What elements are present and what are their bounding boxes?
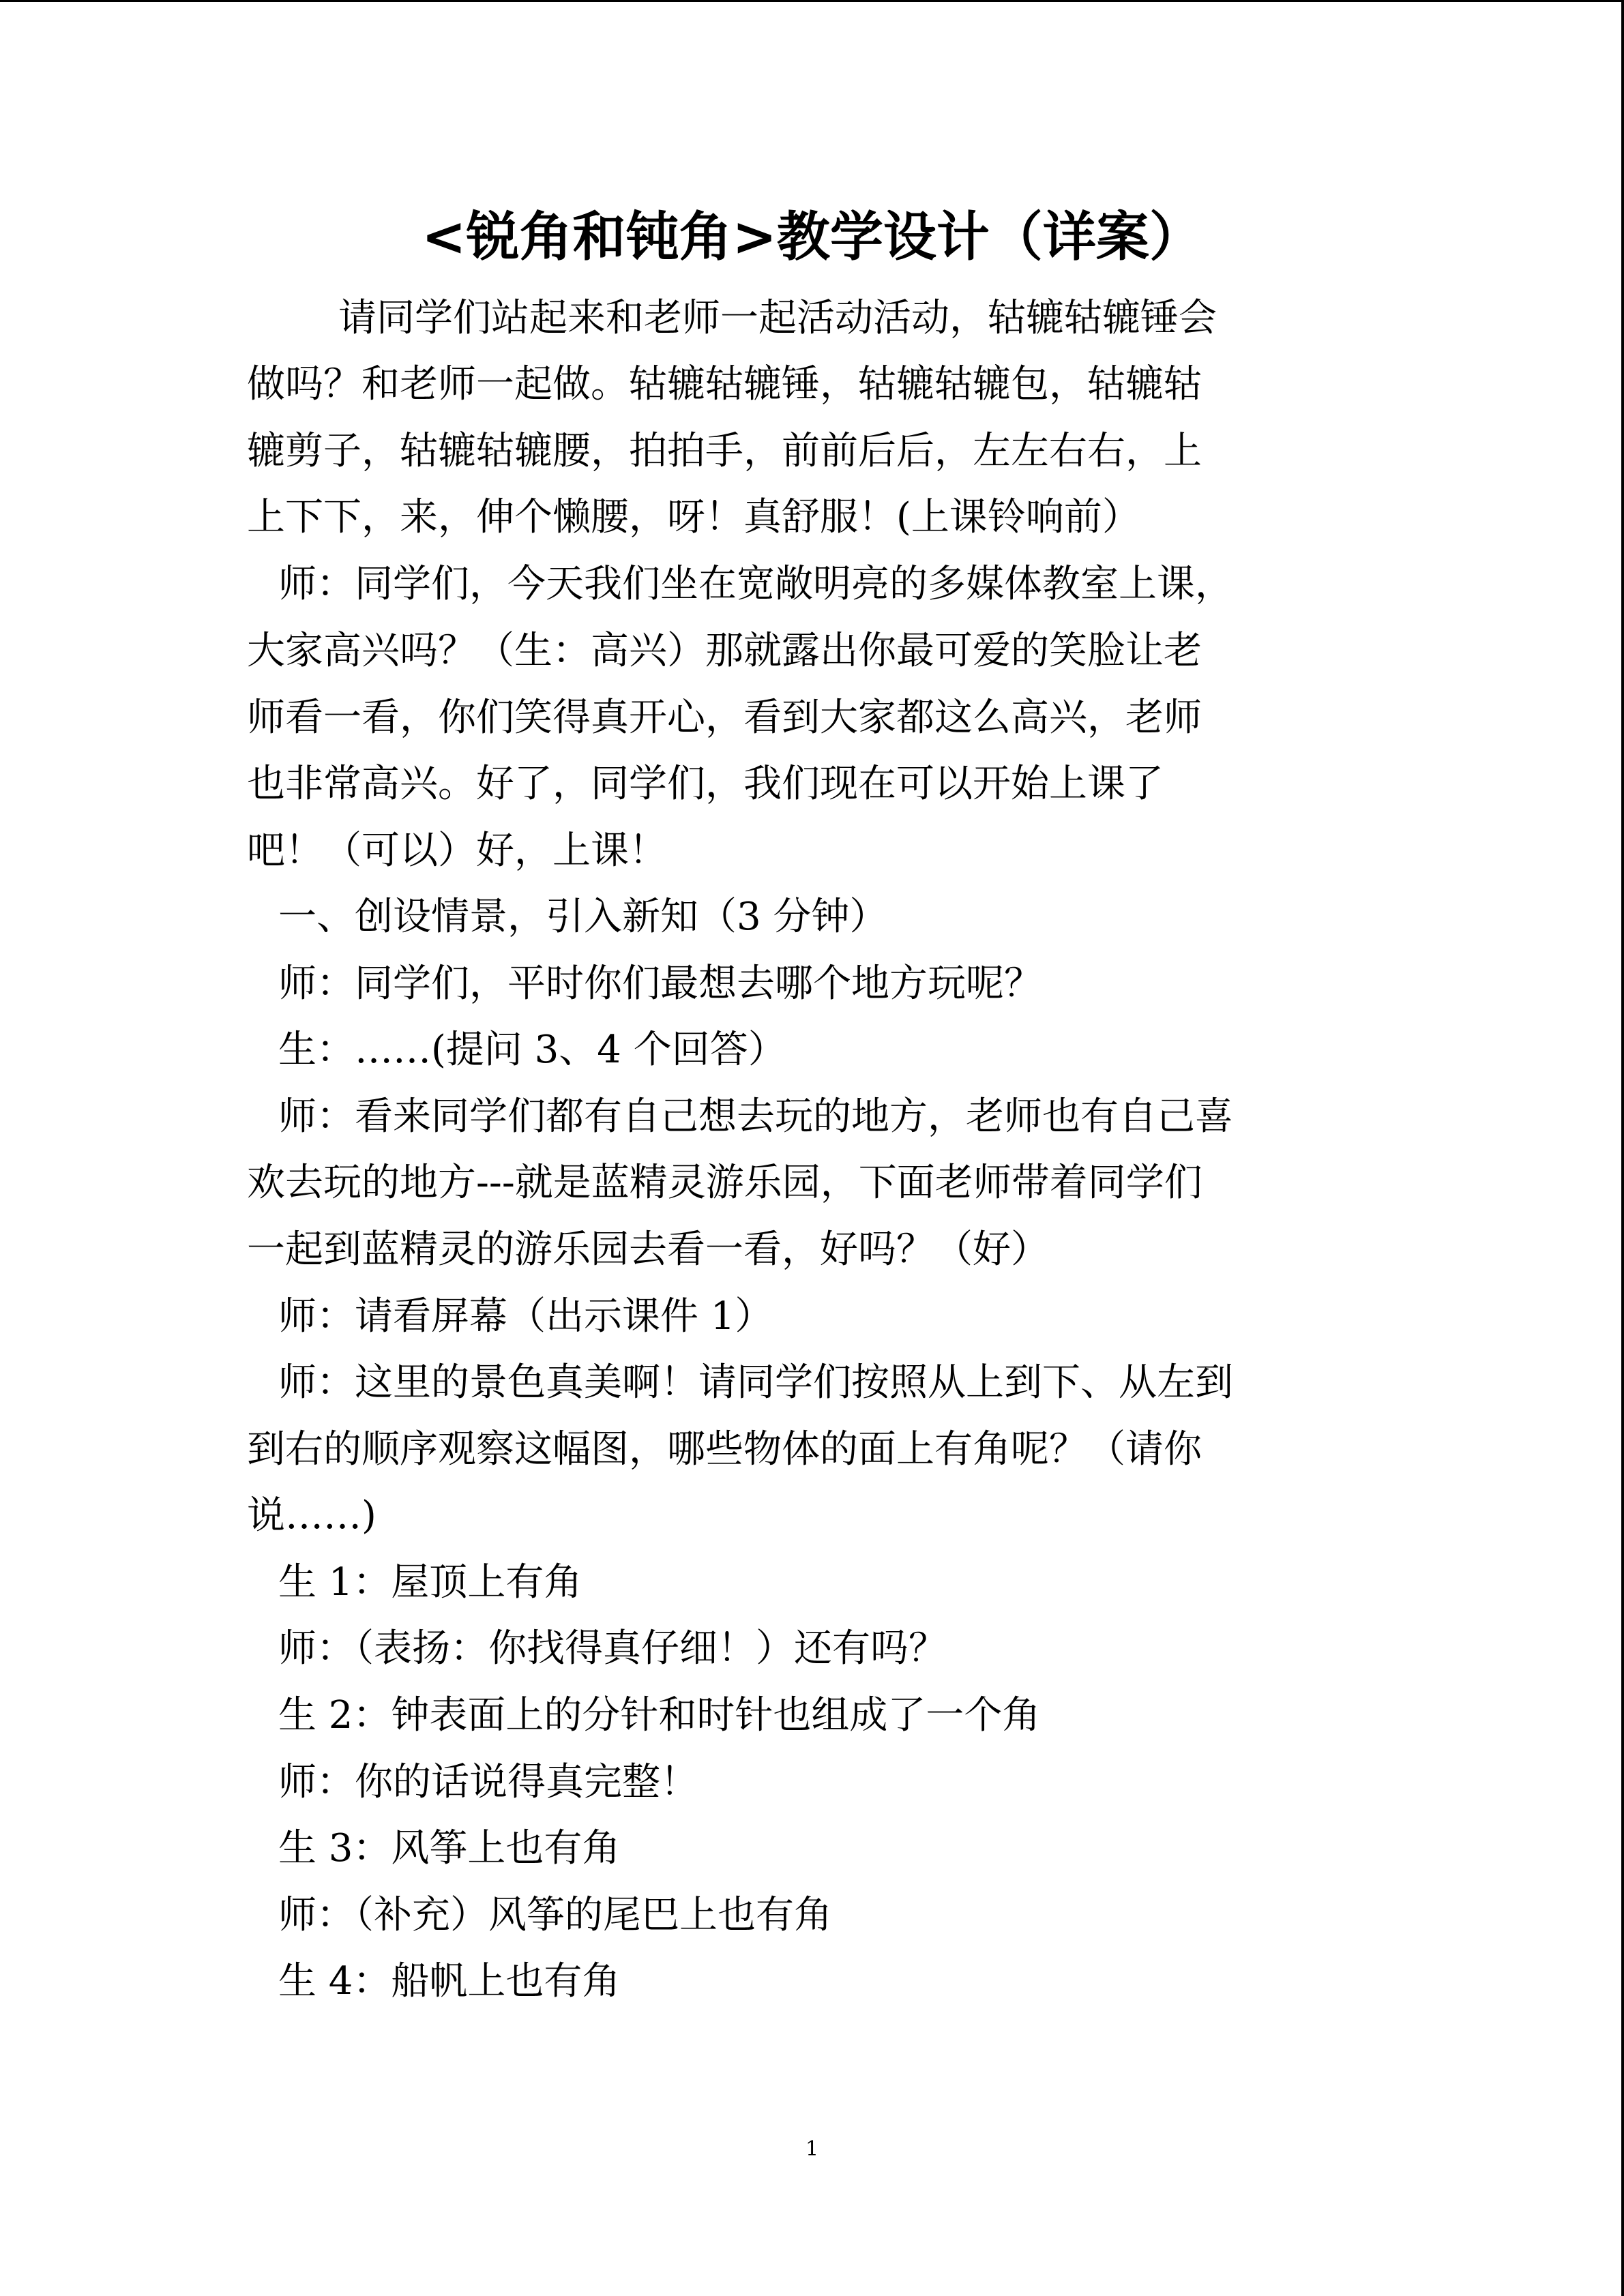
page-right-border (1621, 0, 1624, 2296)
paragraph-line: 师：（表扬：你找得真仔细！）还有吗？ (278, 1626, 947, 1671)
paragraph-line: 师：（补充）风筝的尾巴上也有角 (278, 1893, 832, 1937)
paragraph-line: 师：这里的景色真美啊！请同学们按照从上到下、从左到 (278, 1360, 1233, 1405)
paragraph-line: 生 3：风筝上也有角 (278, 1826, 621, 1870)
paragraph-line: 上下下，来，伸个懒腰，呀！真舒服！(上课铃响前） (247, 495, 1140, 539)
section-heading: 一、创设情景，引入新知（3 分钟） (278, 895, 888, 939)
paragraph-line: 请同学们站起来和老师一起活动活动，轱辘轱辘锤会 (338, 296, 1217, 340)
paragraph-line: 说……) (247, 1493, 377, 1538)
paragraph-line: 大家高兴吗？（生：高兴）那就露出你最可爱的笑脸让老 (247, 629, 1202, 673)
paragraph-line: 吧！（可以）好，上课！ (247, 829, 667, 873)
paragraph-line: 做吗？和老师一起做。轱辘轱辘锤，轱辘轱辘包，轱辘轱 (247, 362, 1202, 406)
paragraph-line: 师：同学们，今天我们坐在宽敞明亮的多媒体教室上课， (278, 562, 1233, 606)
paragraph-line: 也非常高兴。好了，同学们，我们现在可以开始上课了 (247, 762, 1164, 806)
paragraph-line: 一起到蓝精灵的游乐园去看一看，好吗？（好） (247, 1227, 1049, 1272)
paragraph-line: 生 2：钟表面上的分针和时针也组成了一个角 (278, 1693, 1041, 1738)
page-number: 1 (805, 2137, 819, 2161)
paragraph-line: 师：看来同学们都有自己想去玩的地方，老师也有自己喜 (278, 1094, 1233, 1139)
paragraph-line: 师：同学们，平时你们最想去哪个地方玩呢？ (278, 961, 1042, 1006)
paragraph-line: 到右的顺序观察这幅图，哪些物体的面上有角呢？（请你 (247, 1427, 1202, 1472)
paragraph-line: 辘剪子，轱辘轱辘腰，拍拍手，前前后后，左左右右，上 (247, 429, 1202, 473)
paragraph-line: 生 4：船帆上也有角 (278, 1959, 621, 2003)
paragraph-line: 师：请看屏幕（出示课件 1） (278, 1294, 773, 1339)
paragraph-line: 师看一看，你们笑得真开心，看到大家都这么高兴，老师 (247, 696, 1202, 740)
paragraph-line: 欢去玩的地方---就是蓝精灵游乐园，下面老师带着同学们 (247, 1161, 1202, 1205)
paragraph-line: 生 1：屋顶上有角 (278, 1560, 582, 1605)
document-title: <锐角和钝角>教学设计（详案） (422, 207, 1202, 268)
page-top-border (0, 0, 1624, 2)
paragraph-line: 师：你的话说得真完整！ (278, 1760, 698, 1804)
paragraph-line: 生：……(提问 3、4 个回答） (278, 1028, 786, 1072)
